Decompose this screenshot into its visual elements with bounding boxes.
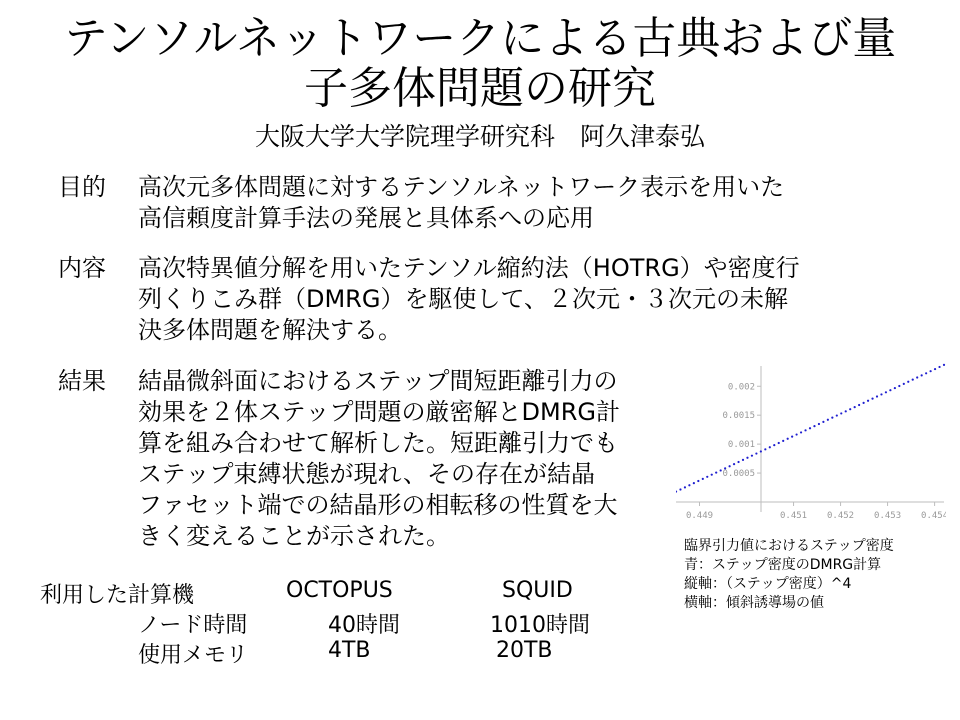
purpose-label: 目的 [58, 173, 106, 201]
data-point [894, 387, 896, 389]
data-point [706, 476, 708, 478]
memory-octopus: 4TB [328, 638, 371, 663]
data-point [702, 478, 704, 480]
data-point [751, 455, 753, 457]
data-point [764, 448, 766, 450]
compute-label: 利用した計算機 [40, 583, 195, 608]
data-point [831, 417, 833, 419]
slide-title [0, 14, 960, 114]
memory-squid: 20TB [496, 638, 553, 663]
content-line: 決多体問題を解決する。 [138, 316, 402, 344]
data-point [769, 446, 771, 448]
data-point [867, 400, 869, 402]
result-label: 結果 [58, 367, 106, 395]
data-point [885, 391, 887, 393]
chart-svg [676, 362, 946, 527]
data-point [840, 412, 842, 414]
data-point [679, 488, 681, 490]
step-density-chart [676, 362, 946, 531]
caption-line: 臨界引力値におけるステップ密度 [684, 538, 894, 554]
data-point [715, 471, 717, 473]
data-point [720, 469, 722, 471]
content-label: 内容 [58, 254, 106, 282]
data-point [916, 376, 918, 378]
data-point [733, 463, 735, 465]
author-affiliation: 大阪大学大学院理学研究科 阿久津泰弘 [254, 122, 705, 151]
data-point [925, 372, 927, 374]
data-point [836, 414, 838, 416]
data-point [755, 452, 757, 454]
data-point [930, 370, 932, 372]
node-time-squid: 1010時間 [490, 613, 590, 638]
content-line: 列くりこみ群（DMRG）を駆使して、２次元・３次元の未解 [138, 285, 788, 313]
data-point [778, 442, 780, 444]
data-point [889, 389, 891, 391]
data-point [737, 461, 739, 463]
data-point [800, 431, 802, 433]
content-body [138, 253, 800, 346]
caption-line: 横軸：傾斜誘導場の値 [684, 595, 824, 611]
purpose-line: 高次元多体問題に対するテンソルネットワーク表示を用いた [138, 173, 785, 201]
data-point [787, 438, 789, 440]
data-point [938, 366, 940, 368]
y-tick-label: 0.0015 [722, 411, 755, 422]
data-point [746, 457, 748, 459]
x-tick-label: 0.451 [779, 511, 808, 521]
data-point [871, 398, 873, 400]
data-point [818, 423, 820, 425]
data-point [796, 433, 798, 435]
data-point [804, 429, 806, 431]
data-point [849, 408, 851, 410]
content-line: 高次特異値分解を用いたテンソル縮約法（HOTRG）や密度行 [138, 254, 800, 282]
caption-line: 縦軸：（ステップ密度）^4 [684, 576, 852, 592]
result-line: 算を組み合わせて解析した。短距離引力でも [138, 429, 618, 457]
data-point [676, 490, 677, 492]
result-line: きく変えることが示された。 [138, 522, 450, 550]
data-point [684, 486, 686, 488]
memory-label: 使用メモリ [138, 643, 249, 668]
title-line-1: テンソルネットワークによる古典および量 [63, 13, 897, 64]
data-point [943, 364, 945, 366]
data-point [711, 474, 713, 476]
data-point [858, 404, 860, 406]
purpose-body [138, 172, 784, 234]
data-point [822, 421, 824, 423]
data-point [921, 374, 923, 376]
x-tick-label: 0.454 [921, 511, 946, 521]
x-tick-label: 0.453 [874, 511, 902, 521]
data-point [809, 427, 811, 429]
result-line: 効果を２体ステップ問題の厳密解とDMRG計 [138, 398, 620, 426]
data-point [903, 383, 905, 385]
data-point [688, 484, 690, 486]
result-line: 結晶微斜面におけるステップ間短距離引力の [138, 367, 618, 395]
machine-octopus: OCTOPUS [286, 578, 393, 603]
data-point [697, 480, 699, 482]
title-line-2: 子多体問題の研究 [304, 63, 656, 114]
data-point [782, 440, 784, 442]
data-point [813, 425, 815, 427]
y-tick-label: 0.002 [727, 382, 755, 393]
data-point [907, 381, 909, 383]
data-point [845, 410, 847, 412]
data-point [693, 482, 695, 484]
data-point [880, 393, 882, 395]
x-tick-label: 0.452 [827, 511, 855, 521]
node-time-label: ノード時間 [138, 613, 248, 638]
data-point [742, 459, 744, 461]
purpose-line: 高信頼度計算手法の発展と具体系への応用 [138, 204, 594, 232]
data-point [898, 385, 900, 387]
y-tick-label: 0.0005 [722, 469, 755, 480]
x-tick-label: 0.449 [685, 511, 714, 521]
node-time-octopus: 40時間 [328, 613, 400, 638]
data-point [934, 368, 936, 370]
caption-line: 青：ステップ密度のDMRG計算 [684, 557, 882, 573]
chart-caption [684, 537, 894, 613]
data-point [773, 444, 775, 446]
data-point [854, 406, 856, 408]
result-line: ステップ束縛状態が現れ、その存在が結晶 [138, 460, 595, 488]
result-line: ファセット端での結晶形の相転移の性質を大 [138, 491, 618, 519]
y-tick-label: 0.001 [727, 440, 755, 451]
machine-squid: SQUID [502, 578, 573, 603]
result-body [138, 366, 620, 552]
data-point [827, 419, 829, 421]
data-point [729, 465, 731, 467]
data-point [912, 379, 914, 381]
data-point [876, 395, 878, 397]
data-point [863, 402, 865, 404]
data-point [791, 436, 793, 438]
data-point [760, 450, 762, 452]
data-point [724, 467, 726, 469]
